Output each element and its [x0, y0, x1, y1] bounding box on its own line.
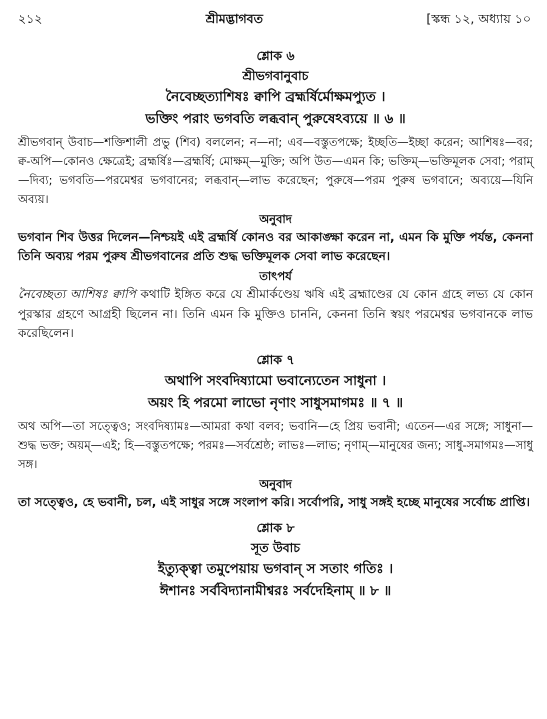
verse-8-speaker: সূত উবাচ	[250, 539, 301, 555]
verse-8-line-1: ইত্যুক্ত্বা তমুপেয়ায় ভগবান্ স সতাং গতিঃ ।	[157, 560, 394, 577]
verse-6-purport-heading: তাৎপর্য	[259, 269, 292, 283]
verse-7-line-2: অয়ং হি পরমো লাভো নৃণাং সাধুসমাগমঃ ॥ ৭ ॥	[147, 394, 404, 411]
verse-7-translation-heading: অনুবাদ	[259, 476, 292, 491]
verse-6-synonyms: শ্রীভগবান্ উবাচ—শক্তিশালী প্রভু (শিব) বললেন; ন—না; এব—বস্তুতপক্ষে; ইচ্ছতি—ইচ্ছা করেন; আশিষঃ—বর; ক্ব-অপি—কোনও ক্ষেত্রেই; ব্রহ্মর্ষিঃ—ব্রহ্মর্ষি; মোক্ষম্—মুক্তি; অপি উত—এমন কি; ভক্তিম্—ভক্তিমূলক সেবা; পরাম্—দিব্য; ভগবতি—পরমেশ্বর ভগবানের; লব্ধবান্—লাভ করেছেন; পুরুষে—পরম পুরুষ ভগবানে; অব্যয়ে—যিনি অব্যয়।	[18, 135, 533, 206]
purport-quote: নৈবেচ্ছত্য আশিষঃ ক্বাপি	[18, 287, 136, 301]
verse-6-speaker: শ্রীভগবানুবাচ	[242, 68, 309, 83]
verse-6-heading: শ্লোক ৬	[256, 48, 295, 63]
verse-7-translation: তা সত্ত্বেও, হে ভবানী, চল, এই সাধুর সঙ্গে সংলাপ করি। সর্বোপরি, সাধু সঙ্গই হচ্ছে মানুষের সর্বোচ্চ প্রাপ্তি।	[18, 494, 530, 509]
purport-text: কথাটি ইঙ্গিত করে যে শ্রীমার্কণ্ডেয় ঋষি এই ব্রহ্মাণ্ডের যে কোন গ্রহে লভ্য যে কোন পুরস্কার গ্রহণে আগ্রহী ছিলেন না। তিনি এমন কি মুক্তিও চাননি, কেননা তিনি স্বয়ং পরমেশ্বর ভগবানকে লাভ করেছিলেন।	[18, 287, 533, 340]
verse-6-translation: ভগবান শিব উত্তর দিলেন—নিশ্চয়ই এই ব্রহ্মর্ষি কোনও বর আকাঙ্ক্ষা করেন না, এমন কি মুক্তি পর্যন্ত, কেননা তিনি অব্যয় পরম পুরুষ শ্রীভগবানের প্রতি শুদ্ধ ভক্তিমূলক সেবা লাভ করেছেন।	[18, 230, 533, 263]
verse-6-line-1: নৈবেচ্ছত্যাশিষঃ ক্বাপি ব্রহ্মর্ষির্মোক্ষমপ্যুত ।	[165, 89, 386, 105]
verse-6-translation-heading: অনুবাদ	[259, 212, 292, 226]
verse-6-purport	[18, 285, 533, 344]
verse-7-synonyms: অথ অপি—তা সত্ত্বেও; সংবদিষ্যামঃ—আমরা কথা বলব; ভবানি—হে প্রিয় ভবানী; এতেন—এর সঙ্গে; সাধুনা—শুদ্ধ ভক্ত; অয়ম্—এই; হি—বস্তুতপক্ষে; পরমঃ—সর্বশ্রেষ্ঠ; লাভঃ—লাভ; নৃণাম্—মানুষের জন্য; সাধু-সমাগমঃ—সাধু সঙ্গ।	[18, 418, 533, 471]
page-number: ২১২	[18, 10, 43, 26]
verse-8-heading: শ্লোক ৮	[256, 519, 295, 535]
book-title: শ্রীমদ্ভাগবত	[205, 10, 264, 26]
verse-7-line-1: অথাপি সংবদিষ্যামো ভবান্যেতেন সাধুনা ।	[164, 372, 387, 389]
page-header	[18, 8, 533, 28]
section-label: [স্কন্ধ ১২, অধ্যায় ১০	[426, 10, 531, 26]
verse-8-line-2: ঈশানঃ সর্ববিদ্যানামীশ্বরঃ সর্বদেহিনাম্ ॥ ৮ ॥	[159, 582, 392, 599]
verse-7-heading: শ্লোক ৭	[256, 351, 295, 367]
verse-6-line-2: ভক্তিং পরাং ভগবতি লব্ধবান্ পুরুষেঽব্যয়ে ॥ ৬ ॥	[145, 111, 406, 127]
